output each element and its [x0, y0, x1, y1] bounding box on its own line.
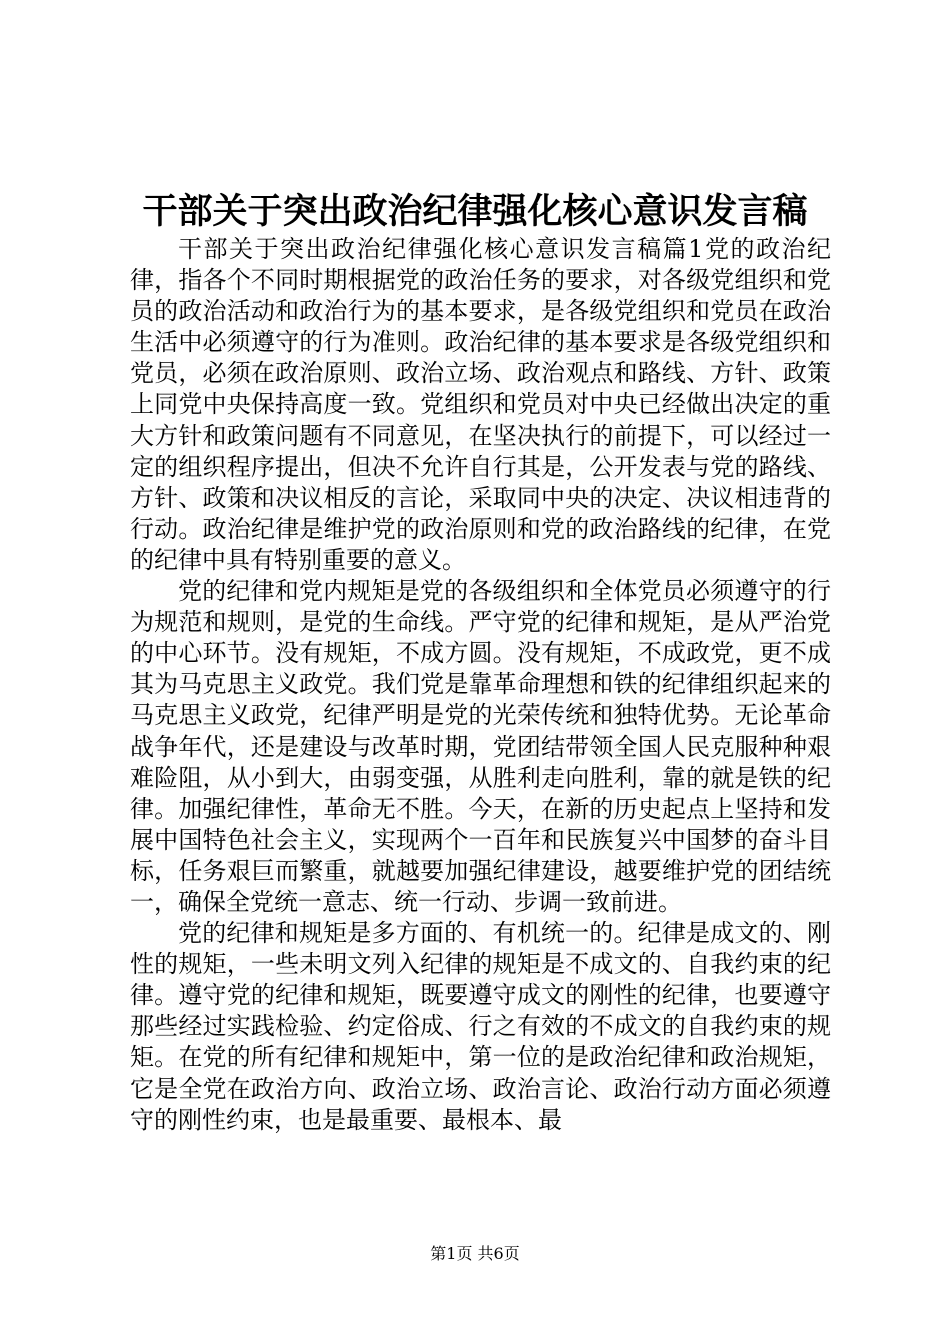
document-title: 干部关于突出政治纪律强化核心意识发言稿 — [142, 191, 808, 232]
paragraph-3: 党的纪律和规矩是多方面的、有机统一的。纪律是成文的、刚性的规矩，一些未明文列入纪律的规矩是不成文的、自我约束的纪律。遵守党的纪律和规矩，既要遵守成文的刚性的纪律，也要遵守那些经过实践检验、约定俗成、行之有效的不成文的自我约束的规矩。在党的所有纪律和规矩中，第一位的是政治纪律和政治规矩，它是全党在政治方向、政治立场、政治言论、政治行动方面必须遵守的刚性约束，也是最重要、最根本、最 — [130, 919, 831, 1134]
paragraph-1: 干部关于突出政治纪律强化核心意识发言稿篇1党的政治纪律，指各个不同时期根据党的政治任务的要求，对各级党组织和党员的政治活动和政治行为的基本要求，是各级党组织和党员在政治生活中必须遵守的行为准则。政治纪律的基本要求是各级党组织和党员，必须在政治原则、政治立场、政治观点和路线、方针、政策上同党中央保持高度一致。党组织和党员对中央已经做出决定的重大方针和政策问题有不同意见，在坚决执行的前提下，可以经过一定的组织程序提出，但决不允许自行其是，公开发表与党的路线、方针、政策和决议相反的言论，采取同中央的决定、决议相违背的行动。政治纪律是维护党的政治原则和党的政治路线的纪律，在党的纪律中具有特别重要的意义。 — [130, 235, 831, 574]
document-body — [130, 234, 831, 1136]
paragraph-2: 党的纪律和党内规矩是党的各级组织和全体党员必须遵守的行为规范和规则，是党的生命线。严守党的纪律和规矩，是从严治党的中心环节。没有规矩，不成方圆。没有规矩，不成政党，更不成其为马克思主义政党。我们党是靠革命理想和铁的纪律组织起来的马克思主义政党，纪律严明是党的光荣传统和独特优势。无论革命战争年代，还是建设与改革时期，党团结带领全国人民克服种种艰难险阻，从小到大，由弱变强，从胜利走向胜利，靠的就是铁的纪律。加强纪律性，革命无不胜。今天，在新的历史起点上坚持和发展中国特色社会主义，实现两个一百年和民族复兴中国梦的奋斗目标，任务艰巨而繁重，就越要加强纪律建设，越要维护党的团结统一，确保全党统一意志、统一行动、步调一致前进。 — [130, 577, 831, 916]
page-footer: 第1页 共6页 — [430, 1244, 520, 1263]
